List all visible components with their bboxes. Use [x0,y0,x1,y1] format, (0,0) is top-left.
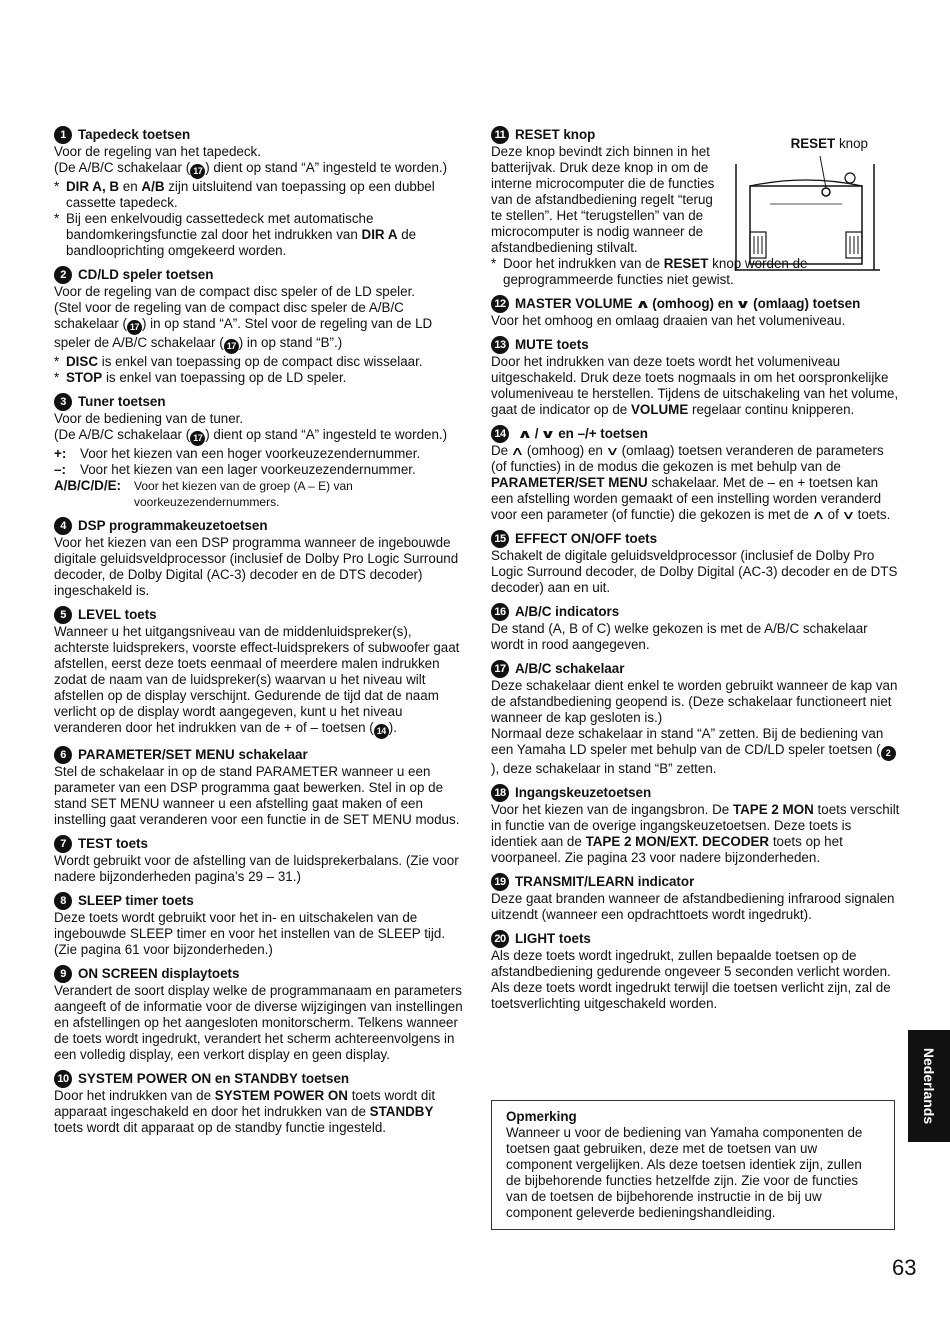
language-tab [908,1030,950,1142]
asterisk-icon: * [54,179,60,194]
section-number: 4 [54,517,72,535]
paragraph: Wordt gebruikt voor de afstelling van de luidsprekerbalans. (Zie voor nadere bijzonderheden pagina’s 29 – 31.) [54,853,459,884]
section-title: MASTER VOLUME ∧ (omhoog) en ∨ (omlaag) toetsen [515,296,861,311]
paragraph: Schakelt de digitale geluidsveldprocessor (inclusief de Dolby Pro Logic Surround decoder, de Dolby Digital (AC-3) decoder en de DTS decoder) aan en uit. [491,548,898,595]
note: * DISC is enkel van toepassing op de compact disc wisselaar. [54,354,423,369]
section-number: 17 [491,660,509,678]
paragraph: Voor de bediening van de tuner. [54,411,244,426]
key-definition: +: Voor het kiezen van een hoger voorkeuzezendernummer. [54,446,421,461]
section-number: 11 [491,126,509,144]
paragraph: Voor het kiezen van een DSP programma wanneer de ingebouwde digitale geluidsveldprocessor (inclusief de Dolby Pro Logic Surround decoder, de Dolby Digital (AC-3) decoder en de DTS decoder) ingeschakeld is. [54,535,459,598]
section-up-down [491,425,901,523]
section-title: SLEEP timer toets [78,893,194,908]
paragraph: Deze knop bevindt zich binnen in het batterijvak. Druk deze knop in om de interne microcomputer die de functies van de afstandbediening regelt “terug te stellen”. Het “terugstellen” van de microcomputer is nodig wanneer de afstandbediening stilvalt. [491,144,715,255]
up-arrow-icon: ∧ [510,444,525,458]
paragraph: (De A/B/C schakelaar ( 17 ) dient op stand “A” ingesteld te worden.) [54,160,466,179]
section-dsp [54,517,466,599]
section-cd-ld [54,266,466,386]
section-title: MUTE toets [515,337,589,352]
section-title: Tapedeck toetsen [78,127,191,142]
section-number: 15 [491,530,509,548]
paragraph: (De A/B/C schakelaar ( 17 ) dient op stand “A” ingesteld te worden.) [54,427,466,446]
section-title: DSP programmakeuzetoetsen [78,518,268,533]
remote-battery-compartment-icon [730,134,880,274]
section-title: RESET knop [515,127,596,142]
paragraph: Door het indrukken van de SYSTEM POWER ON toets wordt dit apparaat ingeschakeld en door het indrukken van de STANDBY toets wordt dit apparaat op de standby functie ingesteld. [54,1088,436,1135]
section-number: 14 [491,425,509,443]
paragraph: Stel de schakelaar in op de stand PARAMETER wanneer u een parameter van een DSP programma gaat bewerken. Stel in op de stand SET MENU wanneer u een afstelling gaat maken of een instelling gaat veranderen voor een functie in de SET MENU modus. [54,764,460,827]
section-title: LIGHT toets [515,931,591,946]
figure-label: RESET knop [790,136,868,151]
section-title: Ingangskeuzetoetsen [515,785,652,800]
section-number: 18 [491,784,509,802]
remark-box [491,1100,895,1230]
reference-number: 2 [881,746,896,761]
paragraph: Voor het kiezen van de ingangsbron. De TAPE 2 MON toets verschilt in functie van de overige ingangskeuzetoetsen. Deze toets is identiek aan de TAPE 2 MON/EXT. DECODER toets op het voorpaneel. Zie pagina 23 voor nadere bijzonderheden. [491,802,900,865]
section-input-select [491,784,901,866]
up-arrow-icon: ∧ [517,427,533,441]
section-effect [491,530,901,596]
paragraph: Voor de regeling van de compact disc speler of de LD speler. [54,284,416,299]
paragraph: Normaal deze schakelaar in stand “A” zetten. Bij de bediening van een Yamaha LD speler met behulp van de CD/LD speler toetsen ( 2), deze schakelaar in stand “B” zetten. [491,726,901,777]
section-number: 1 [54,126,72,144]
up-arrow-icon: ∧ [634,297,651,311]
reference-number: 17 [127,320,142,335]
paragraph: Deze schakelaar dient enkel te worden gebruikt wanneer de kap van de afstandbediening geopend is. (Deze schakelaar functioneert niet wanneer de kap gesloten is.) [491,678,898,725]
down-arrow-icon: ∨ [735,297,752,311]
section-title: ∧ / ∨ en –/+ toetsen [517,426,648,441]
remark-title: Opmerking [506,1109,577,1124]
section-title: TRANSMIT/LEARN indicator [515,874,695,889]
section-transmit [491,873,901,923]
paragraph: Voor de regeling van het tapedeck. [54,144,261,159]
section-number: 6 [54,746,72,764]
paragraph: (Stel voor de regeling van de compact disc speler de A/B/C schakelaar ( 17 ) in op stand “A”. Stel voor de regeling van de LD speler de A/B/C schakelaar ( 17 ) in op stand “B”.) [54,300,466,354]
paragraph: Voor het omhoog en omlaag draaien van het volumeniveau. [491,313,846,328]
paragraph: De stand (A, B of C) welke gekozen is met de A/B/C schakelaar wordt in rood aangegeven. [491,621,868,652]
reference-number: 14 [374,724,389,739]
paragraph: Door het indrukken van deze toets wordt het volumeniveau uitgeschakeld. Druk deze toets nogmaals in om het oorspronkelijke volumeniveau te herstellen. Tijdens de uitschakeling van het volume, gaat de indicator op de VOLUME regelaar continu knipperen. [491,354,899,417]
section-master-volume [491,295,901,329]
paragraph: De ∧ (omhoog) en ∨ (omlaag) toetsen veranderen de parameters (of functies) in de modus die gekozen is met behulp van de PARAMETER/SET MENU schakelaar. Met de – en + toetsen kan een afstelling worden gemaakt of een instelling worden veranderd voor een parameter (of functie) die gekozen is met de ∧ of ∨ toets. [491,443,891,522]
section-number: 10 [54,1070,72,1088]
section-on-screen [54,965,466,1063]
paragraph: Deze gaat branden wanneer de afstandbediening infrarood signalen uitzendt (wanneer een opdrachttoets wordt ingedrukt). [491,891,895,922]
section-number: 7 [54,835,72,853]
section-number: 2 [54,266,72,284]
section-tapedeck [54,126,466,259]
section-tuner [54,393,466,510]
section-parameter [54,746,466,828]
reset-button-illustration [730,134,880,274]
section-number: 13 [491,336,509,354]
paragraph: Wanneer u het uitgangsniveau van de middenluidspreker(s), achterste luidsprekers, voorste effect-luidsprekers of subwoofer gaat afstellen, eerst deze toets eenmaal of meerdere malen indrukken zodat de naam van de luidspreker(s) waarvan u het niveau wilt afstellen op de display verschijnt. Gedurende de tijd dat de naam verlicht op de display wordt aangegeven, kunt u het niveau veranderen door het indrukken van de + of – toetsen ( 14 ). [54,624,466,739]
section-title: LEVEL toets [78,607,157,622]
reference-number: 17 [190,164,205,179]
asterisk-icon: * [54,370,60,385]
section-title: A/B/C schakelaar [515,661,625,676]
asterisk-icon: * [54,211,60,226]
section-mute [491,336,901,418]
section-number: 20 [491,930,509,948]
section-title: ON SCREEN displaytoets [78,966,240,981]
section-number: 5 [54,606,72,624]
note: * Door het indrukken van de RESET knop worden de geprogrammeerde functies niet gewist. [491,256,808,287]
left-column [54,126,466,1143]
paragraph: Als deze toets wordt ingedrukt, zullen bepaalde toetsen op de afstandbediening gedurende ongeveer 5 seconden verlicht worden. Als deze toets wordt ingedrukt terwijl die toetsen verlicht zijn, zal de toetsverlichting uitgeschakeld worden. [491,948,891,1011]
key-definition: –: Voor het kiezen van een lager voorkeuzezendernummer. [54,462,416,477]
section-light [491,930,901,1012]
note: * STOP is enkel van toepassing op de LD speler. [54,370,347,385]
section-number: 16 [491,603,509,621]
section-title: CD/LD speler toetsen [78,267,214,282]
reference-number: 17 [224,339,239,354]
asterisk-icon: * [54,354,60,369]
up-arrow-icon: ∧ [811,508,826,522]
section-title: TEST toets [78,836,148,851]
down-arrow-icon: ∨ [540,427,557,441]
paragraph: Verandert de soort display welke de programmanaam en parameters aangeeft of de informatie voor de diverse wijzigingen van instellingen en afstellingen op het aangesloten monitorscherm. Telkens wanneer de toets wordt ingedrukt, verandert het scherm achtereenvolgens in een volledig display, een verkort display en geen display. [54,983,463,1062]
section-level [54,606,466,739]
paragraph: Deze toets wordt gebruikt voor het in- en uitschakelen van de ingebouwde SLEEP timer en voor het instellen van de SLEEP tijd. (Zie pagina 61 voor bijzonderheden.) [54,910,446,957]
section-title: A/B/C indicators [515,604,620,619]
section-number: 8 [54,892,72,910]
section-title: EFFECT ON/OFF toets [515,531,658,546]
note: * Bij een enkelvoudig cassettedeck met automatische bandomkeringsfunctie zal door het indrukken van DIR A de bandlooprichting omgekeerd worden. [54,211,417,258]
section-title: PARAMETER/SET MENU schakelaar [78,747,308,762]
language-tab-label: Nederlands [921,1047,937,1125]
section-abc-indicators [491,603,901,653]
section-number: 9 [54,965,72,983]
asterisk-icon: * [491,256,497,271]
section-system-power [54,1070,466,1136]
section-abc-switch [491,660,901,777]
key-definition: A/B/C/D/E: Voor het kiezen van de groep (A – E) van voorkeuzezendernummers. [54,478,353,509]
reference-number: 17 [190,431,205,446]
section-number: 19 [491,873,509,891]
section-sleep [54,892,466,958]
section-number: 12 [491,295,509,313]
section-test [54,835,466,885]
note: * DIR A, B en A/B zijn uitsluitend van toepassing op een dubbel cassette tapedeck. [54,179,435,210]
remark-body: Wanneer u voor de bediening van Yamaha componenten de toetsen gaat gebruiken, deze met de toetsen van uw component vergelijken. Als deze toetsen identiek zijn, zullen de bijbehorende functies hetzelfde zijn. Zie voor de functies van de toetsen de bijbehorende instructie in de bij uw component geleverde bedieningshandleiding. [506,1125,863,1220]
section-title: Tuner toetsen [78,394,166,409]
section-title: SYSTEM POWER ON en STANDBY toetsen [78,1071,350,1086]
page-number: 63 [892,1255,917,1280]
down-arrow-icon: ∨ [841,508,856,522]
down-arrow-icon: ∨ [605,444,620,458]
section-number: 3 [54,393,72,411]
